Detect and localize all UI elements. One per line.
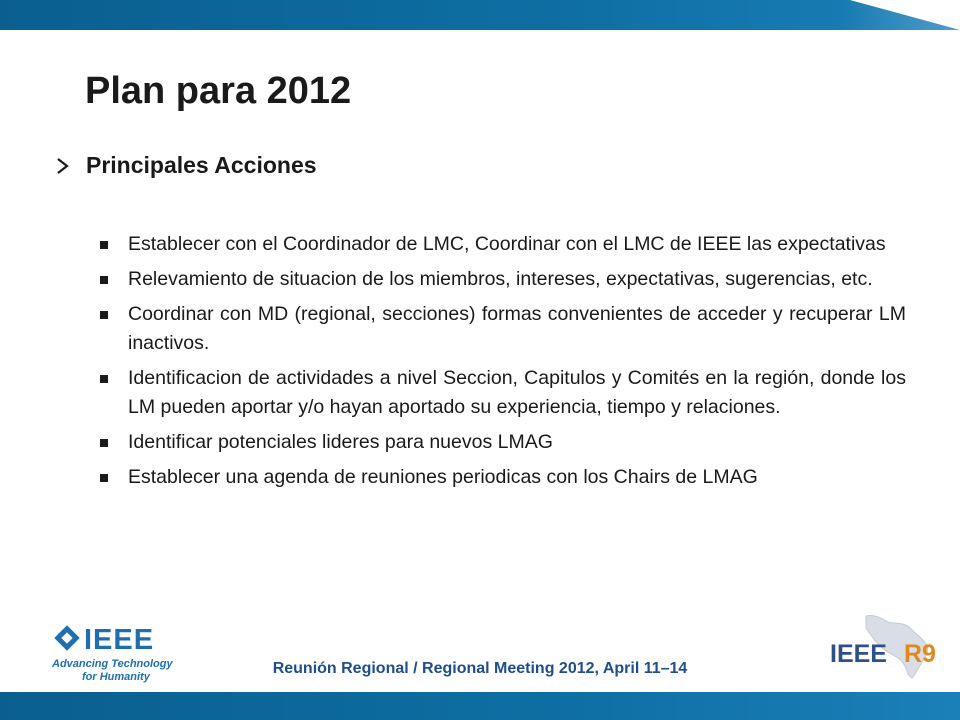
square-bullet-icon xyxy=(100,276,108,284)
square-bullet-icon xyxy=(100,439,108,447)
square-bullet-icon xyxy=(100,241,108,249)
section-heading-label: Principales Acciones xyxy=(86,152,317,178)
section-heading xyxy=(56,152,317,179)
list-item xyxy=(96,364,906,422)
bottom-banner xyxy=(0,692,960,720)
list-item-text: Identificacion de actividades a nivel Seccion, Capitulos y Comités en la región, donde los LM pueden aportar y/o hayan aportado su experiencia, tiempo y relaciones. xyxy=(128,367,906,418)
list-item xyxy=(96,463,906,492)
ieee-tagline-2: for Humanity xyxy=(82,671,150,683)
ieee-r9-logo xyxy=(826,612,946,682)
square-bullet-icon xyxy=(100,311,108,319)
square-bullet-icon xyxy=(100,375,108,383)
list-item-text: Relevamiento de situacion de los miembros, intereses, expectativas, sugerencias, etc. xyxy=(128,268,873,290)
square-bullet-icon xyxy=(100,474,108,482)
list-item xyxy=(96,300,906,358)
list-item xyxy=(96,265,906,294)
top-banner xyxy=(0,0,960,30)
list-item-text: Establecer con el Coordinador de LMC, Coordinar con el LMC de IEEE las expectativas xyxy=(128,233,886,255)
list-item-text: Identificar potenciales lideres para nuevos LMAG xyxy=(128,431,553,453)
action-list xyxy=(96,230,906,498)
banner-fold xyxy=(850,0,960,30)
ieee-tagline-1: Advancing Technology xyxy=(52,658,173,670)
list-item xyxy=(96,428,906,457)
arrow-bullet-icon xyxy=(56,157,70,175)
list-item-text: Establecer una agenda de reuniones periodicas con los Chairs de LMAG xyxy=(128,466,758,488)
ieee-logo-word: IEEE xyxy=(84,624,155,656)
r9-logo-word: IEEE xyxy=(830,640,887,668)
r9-logo-region: R9 xyxy=(904,640,936,668)
slide-title: Plan para 2012 xyxy=(85,70,352,112)
footer-meeting-text: Reunión Regional / Regional Meeting 2012, April 11–14 xyxy=(272,660,688,677)
list-item xyxy=(96,230,906,259)
list-item-text: Coordinar con MD (regional, secciones) formas convenientes de acceder y recuperar LM inactivos. xyxy=(128,303,906,354)
